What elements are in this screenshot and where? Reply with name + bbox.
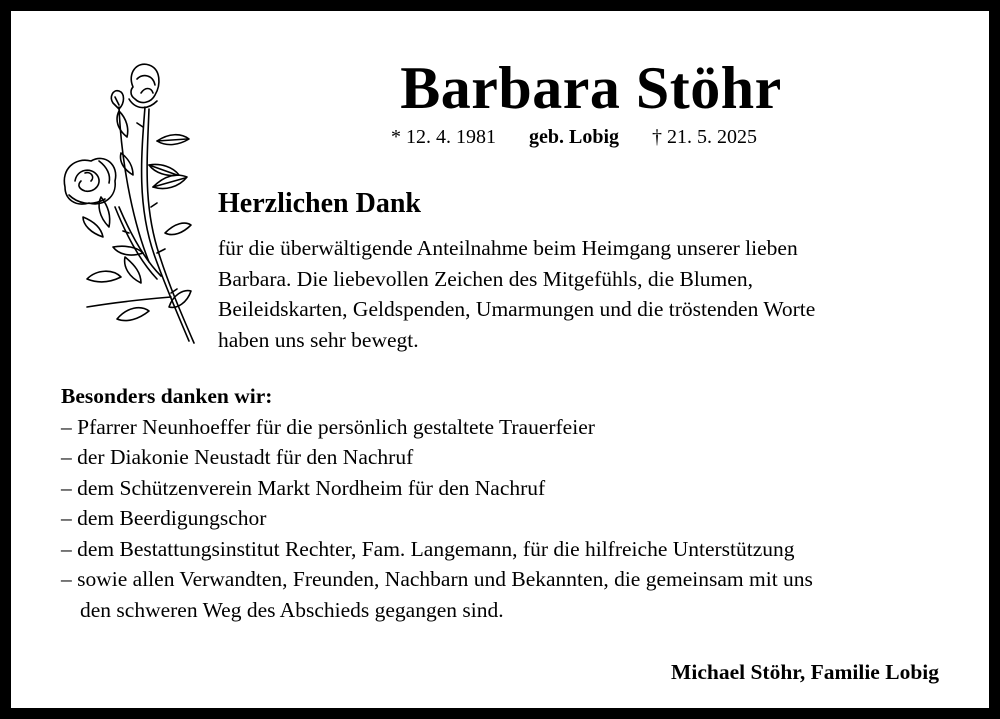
thanks-line: Barbara. Die liebevollen Zeichen des Mitgefühls, die Blumen, (218, 266, 753, 291)
list-item: – dem Schützenverein Markt Nordheim für den Nachruf (61, 475, 546, 500)
thanks-line: Beileidskarten, Geldspenden, Umarmungen und die tröstenden Worte (218, 297, 816, 321)
list-item: – der Diakonie Neustadt für den Nachruf (61, 445, 414, 469)
birth-date: * 12. 4. 1981 (391, 126, 496, 148)
list-item: – dem Bestattungsinstitut Rechter, Fam. Langemann, für die hilfreiche Unterstützung (61, 536, 795, 561)
signature: Michael Stöhr, Familie Lobig (671, 660, 939, 684)
rose-icon (57, 57, 205, 349)
thanks-line: für die überwältigende Anteilnahme beim Heimgang unserer lieben (218, 236, 798, 260)
maiden-name: geb. Lobig (529, 126, 620, 148)
list-item-continuation: den schweren Weg des Abschieds gegangen sind. (80, 597, 504, 622)
list-item: – Pfarrer Neunhoeffer für die persönlich gestaltete Trauerfeier (61, 414, 595, 439)
special-thanks-title: Besonders danken wir: (61, 384, 273, 408)
list-item: – sowie allen Verwandten, Freunden, Nachbarn und Bekannten, die gemeinsam mit uns (61, 567, 813, 591)
life-dates (391, 125, 757, 149)
list-item: – dem Beerdigungschor (61, 506, 267, 530)
death-date: † 21. 5. 2025 (652, 126, 758, 148)
special-thanks-list (61, 381, 971, 625)
thanks-line: haben uns sehr bewegt. (218, 327, 419, 352)
deceased-name: Barbara Stöhr (400, 55, 782, 121)
thanks-heading: Herzlichen Dank (218, 188, 421, 219)
thanks-paragraph (218, 233, 938, 355)
